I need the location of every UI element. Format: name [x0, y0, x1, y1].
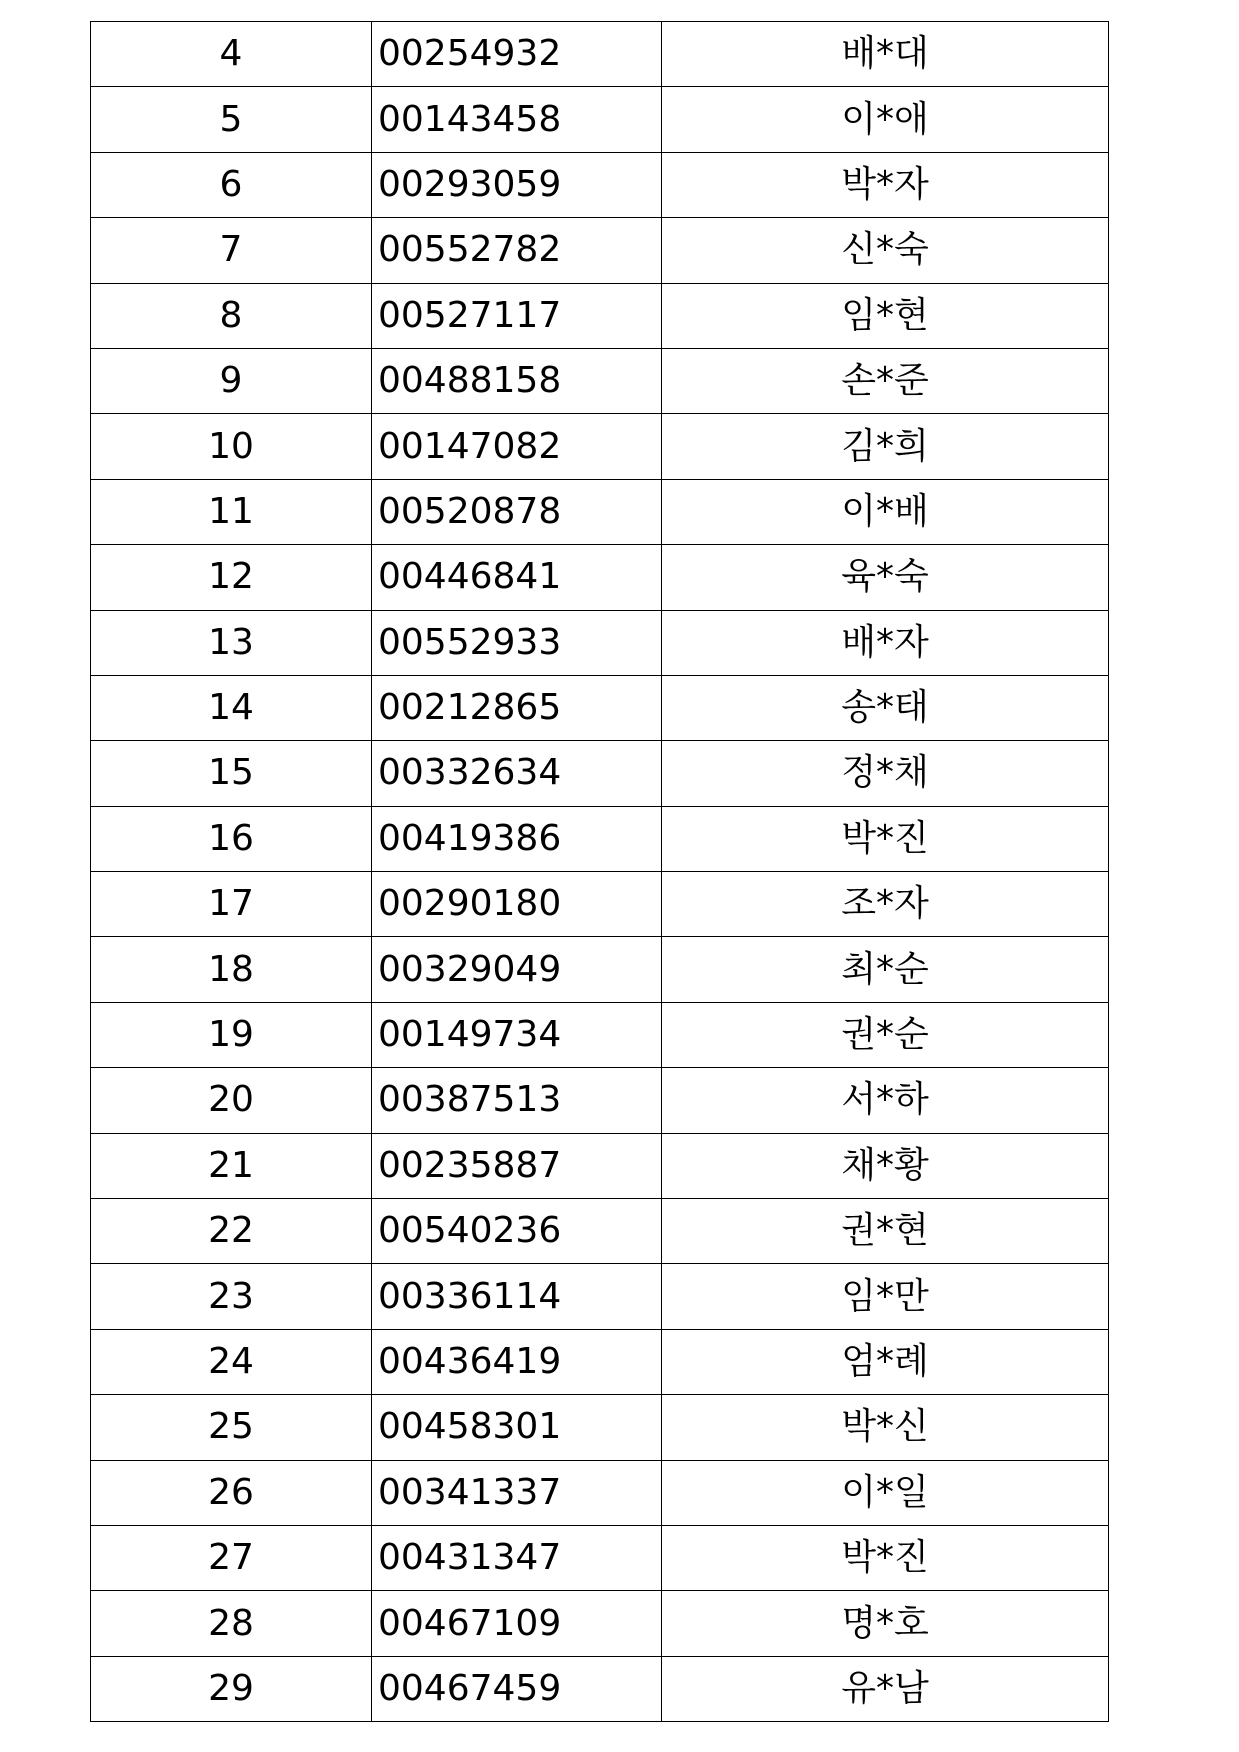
- masked-name-cell: 박*진: [662, 1525, 1109, 1590]
- masked-name-cell: 조*자: [662, 872, 1109, 937]
- member-id-cell: 00419386: [372, 806, 662, 871]
- table-row: [91, 1656, 1109, 1721]
- row-number-cell: 26: [91, 1460, 372, 1525]
- masked-name-cell: 배*대: [662, 22, 1109, 87]
- masked-name-cell: 임*만: [662, 1264, 1109, 1329]
- masked-name-cell: 정*채: [662, 741, 1109, 806]
- row-number-cell: 27: [91, 1525, 372, 1590]
- row-number-cell: 17: [91, 872, 372, 937]
- table-row: [91, 1329, 1109, 1394]
- table-row: [91, 1068, 1109, 1133]
- table-row: [91, 675, 1109, 740]
- member-id-cell: 00254932: [372, 22, 662, 87]
- table-row: [91, 610, 1109, 675]
- table-row: [91, 1395, 1109, 1460]
- row-number-cell: 7: [91, 218, 372, 283]
- table-row: [91, 545, 1109, 610]
- masked-name-cell: 이*배: [662, 479, 1109, 544]
- member-id-cell: 00332634: [372, 741, 662, 806]
- table-body: [91, 22, 1109, 1722]
- row-number-cell: 11: [91, 479, 372, 544]
- masked-name-cell: 박*신: [662, 1395, 1109, 1460]
- table-row: [91, 283, 1109, 348]
- masked-name-cell: 손*준: [662, 348, 1109, 413]
- member-id-cell: 00341337: [372, 1460, 662, 1525]
- row-number-cell: 12: [91, 545, 372, 610]
- row-number-cell: 6: [91, 152, 372, 217]
- row-number-cell: 10: [91, 414, 372, 479]
- member-id-cell: 00293059: [372, 152, 662, 217]
- member-id-cell: 00552782: [372, 218, 662, 283]
- table-row: [91, 1525, 1109, 1590]
- table-row: [91, 937, 1109, 1002]
- masked-name-cell: 이*애: [662, 87, 1109, 152]
- table-row: [91, 152, 1109, 217]
- row-number-cell: 5: [91, 87, 372, 152]
- row-number-cell: 21: [91, 1133, 372, 1198]
- table-row: [91, 1199, 1109, 1264]
- row-number-cell: 9: [91, 348, 372, 413]
- masked-name-cell: 신*숙: [662, 218, 1109, 283]
- member-id-cell: 00488158: [372, 348, 662, 413]
- masked-name-cell: 송*태: [662, 675, 1109, 740]
- member-id-cell: 00143458: [372, 87, 662, 152]
- row-number-cell: 4: [91, 22, 372, 87]
- member-id-cell: 00446841: [372, 545, 662, 610]
- member-id-cell: 00290180: [372, 872, 662, 937]
- table-row: [91, 22, 1109, 87]
- member-id-cell: 00387513: [372, 1068, 662, 1133]
- member-id-cell: 00458301: [372, 1395, 662, 1460]
- table-row: [91, 87, 1109, 152]
- member-id-cell: 00520878: [372, 479, 662, 544]
- member-id-cell: 00436419: [372, 1329, 662, 1394]
- member-id-cell: 00527117: [372, 283, 662, 348]
- table-row: [91, 1264, 1109, 1329]
- masked-name-cell: 엄*례: [662, 1329, 1109, 1394]
- table-row: [91, 348, 1109, 413]
- masked-name-cell: 유*남: [662, 1656, 1109, 1721]
- table-row: [91, 479, 1109, 544]
- table-row: [91, 1133, 1109, 1198]
- member-id-cell: 00235887: [372, 1133, 662, 1198]
- masked-name-cell: 임*현: [662, 283, 1109, 348]
- member-id-cell: 00431347: [372, 1525, 662, 1590]
- row-number-cell: 8: [91, 283, 372, 348]
- row-number-cell: 23: [91, 1264, 372, 1329]
- member-id-cell: 00149734: [372, 1002, 662, 1067]
- row-number-cell: 22: [91, 1199, 372, 1264]
- masked-name-cell: 권*순: [662, 1002, 1109, 1067]
- table-row: [91, 1002, 1109, 1067]
- row-number-cell: 18: [91, 937, 372, 1002]
- masked-name-cell: 육*숙: [662, 545, 1109, 610]
- masked-name-cell: 최*순: [662, 937, 1109, 1002]
- row-number-cell: 29: [91, 1656, 372, 1721]
- member-id-cell: 00147082: [372, 414, 662, 479]
- table-row: [91, 1591, 1109, 1656]
- table-row: [91, 872, 1109, 937]
- masked-name-cell: 배*자: [662, 610, 1109, 675]
- row-number-cell: 25: [91, 1395, 372, 1460]
- winners-table: [90, 21, 1109, 1722]
- masked-name-cell: 박*자: [662, 152, 1109, 217]
- table-row: [91, 1460, 1109, 1525]
- table-row: [91, 806, 1109, 871]
- member-id-cell: 00336114: [372, 1264, 662, 1329]
- row-number-cell: 13: [91, 610, 372, 675]
- row-number-cell: 20: [91, 1068, 372, 1133]
- row-number-cell: 24: [91, 1329, 372, 1394]
- member-id-cell: 00552933: [372, 610, 662, 675]
- table-row: [91, 218, 1109, 283]
- row-number-cell: 16: [91, 806, 372, 871]
- masked-name-cell: 김*희: [662, 414, 1109, 479]
- member-id-cell: 00212865: [372, 675, 662, 740]
- masked-name-cell: 채*황: [662, 1133, 1109, 1198]
- member-id-cell: 00540236: [372, 1199, 662, 1264]
- table-row: [91, 414, 1109, 479]
- masked-name-cell: 서*하: [662, 1068, 1109, 1133]
- member-id-cell: 00467109: [372, 1591, 662, 1656]
- masked-name-cell: 이*일: [662, 1460, 1109, 1525]
- row-number-cell: 28: [91, 1591, 372, 1656]
- table-row: [91, 741, 1109, 806]
- member-id-cell: 00467459: [372, 1656, 662, 1721]
- row-number-cell: 14: [91, 675, 372, 740]
- row-number-cell: 15: [91, 741, 372, 806]
- masked-name-cell: 명*호: [662, 1591, 1109, 1656]
- masked-name-cell: 박*진: [662, 806, 1109, 871]
- masked-name-cell: 권*현: [662, 1199, 1109, 1264]
- row-number-cell: 19: [91, 1002, 372, 1067]
- member-id-cell: 00329049: [372, 937, 662, 1002]
